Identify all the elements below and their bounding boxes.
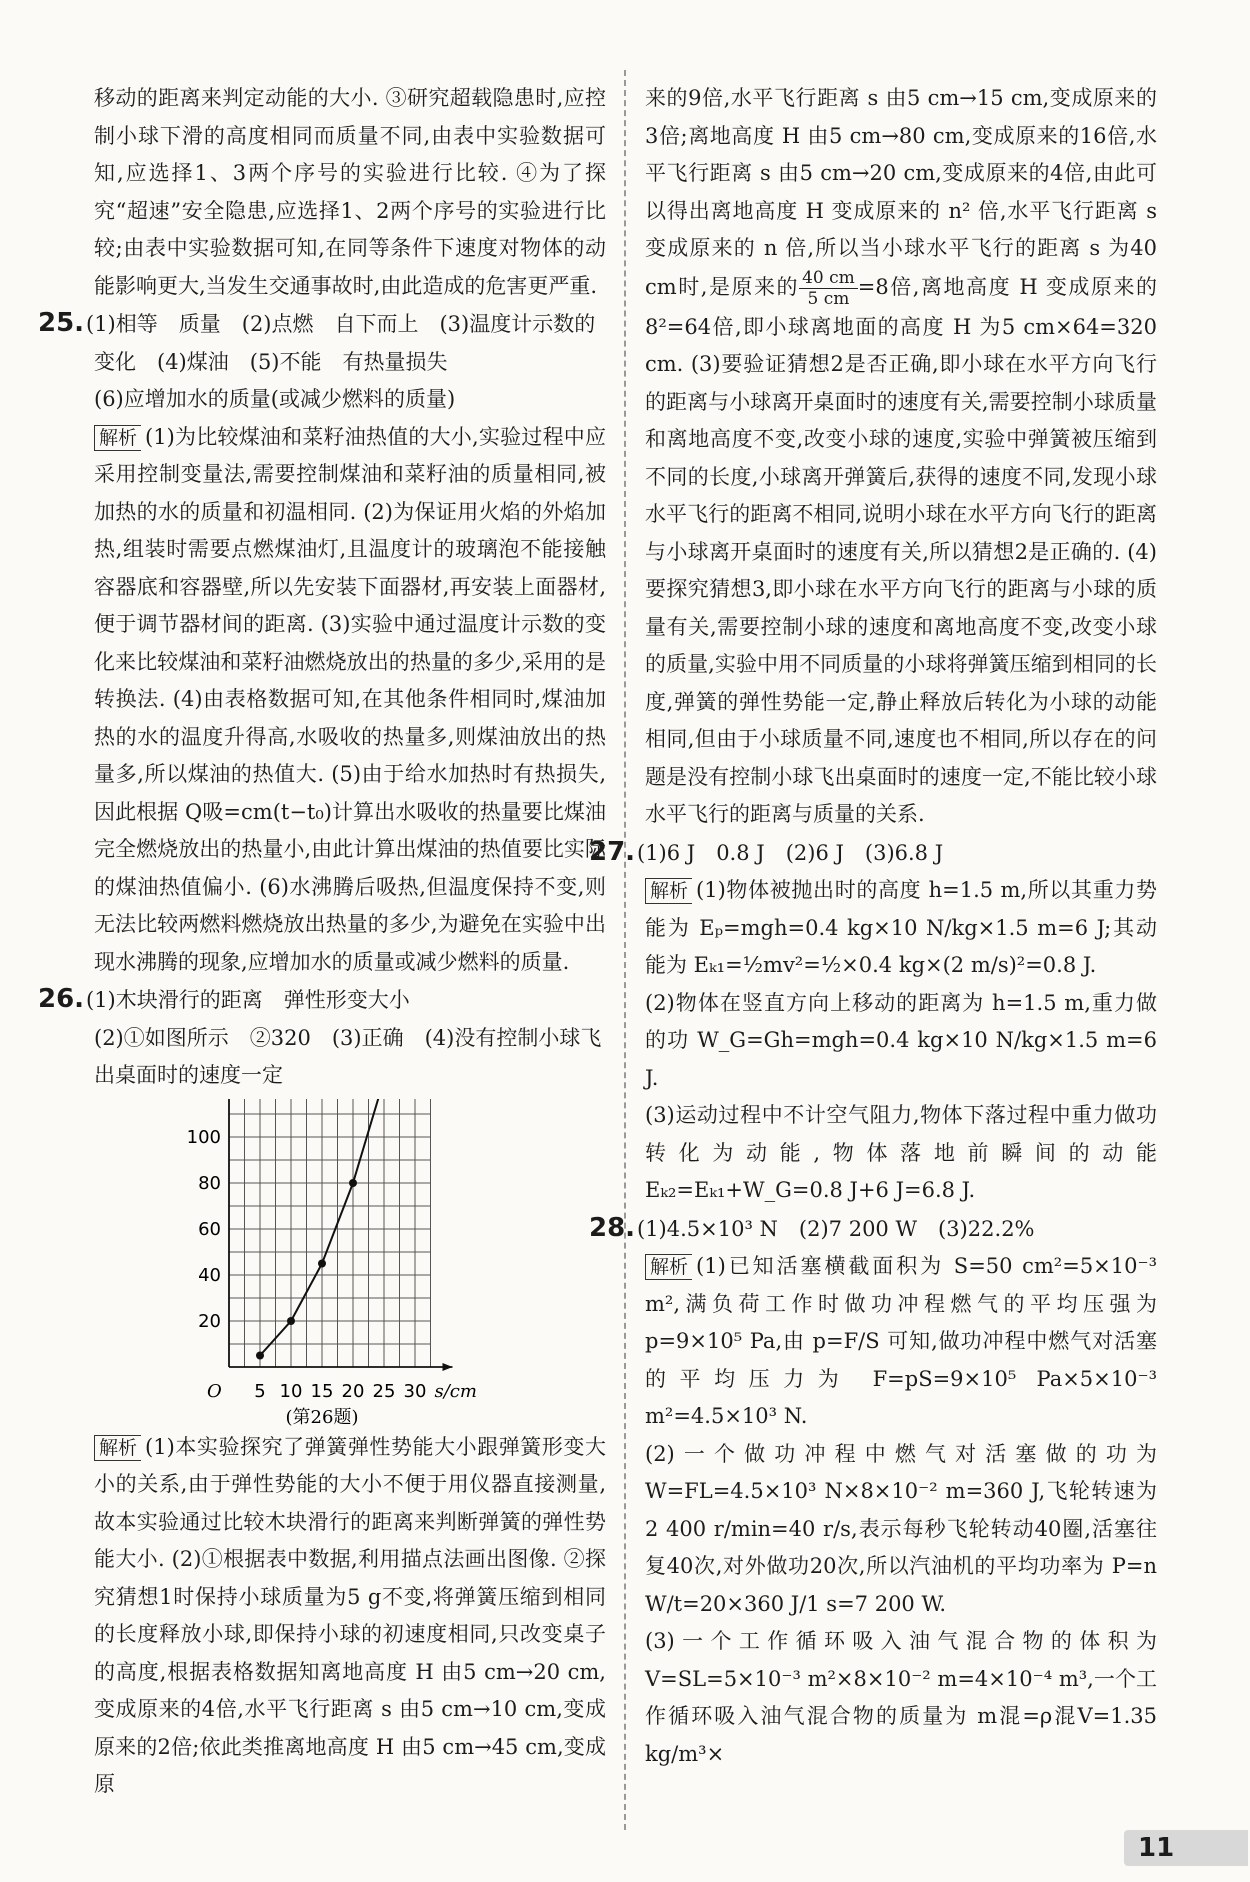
q25-number: 25. [38, 308, 85, 338]
y-tick-label: 100 [186, 1126, 221, 1148]
analysis-tag: 解析 [94, 1435, 141, 1461]
q27-analysis-3: (3)运动过程中不计空气阻力,物体下落过程中重力做功转化为动能,物体落地前瞬间的动能 Eₖ₂=Eₖ₁+W_G=0.8 J+6 J=6.8 J. [645, 1103, 1164, 1202]
x-tick-label: 10 [279, 1380, 303, 1402]
y-tick-label: 40 [198, 1264, 221, 1286]
q27-number: 27. [589, 836, 636, 867]
q25-answer-line1: (1)相等 质量 (2)点燃 自下而上 (3)温度计示数的变化 (4)煤油 (5)不能 有热量损失 [86, 312, 596, 374]
q28-answer-text: (1)4.5×10³ N (2)7 200 W (3)22.2% [637, 1216, 1035, 1241]
q26-answer-line2: (2)①如图所示 ②320 (3)正确 (4)没有控制小球飞出桌面时的速度一定 [94, 1025, 602, 1087]
q27-analysis-1: (1)物体被抛出时的高度 h=1.5 m,所以其重力势能为 Eₚ=mgh=0.4 kg×10 N/kg×1.5 m=6 J;其动能为 Eₖ₁=½mv²=½×0.4 kg×(2 m/s)²=0.8 J. [645, 878, 1157, 977]
q28-analysis-1: (1)已知活塞横截面积为 S=50 cm²=5×10⁻³ m²,满负荷工作时做功冲程燃气的平均压强为 p=9×10⁵ Pa,由 p=F/S 可知,做功冲程中燃气对活塞的平均压力为 F=pS=9×10⁵ Pa×5×10⁻³ m²=4.5×10³ N. [645, 1254, 1164, 1428]
x-tick-label: 25 [372, 1380, 396, 1402]
analysis-tag: 解析 [645, 878, 692, 904]
q26-cont-text-2: =8倍,离地高度 H 变成原来的 8²=64倍,即小球离地面的高度 H 为5 cm×64=320 cm. (3)要验证猜想2是否正确,即小球在水平方向飞行的距离与小球离开桌面时的速度有关,需要控制小球质量和离地高度不变,改变小球的速度,实验中弹簧被压缩到不同的长度,小球离开弹簧后,获得的速度不同,发现小球水平飞行的距离不相同,说明小球在水平方向飞行的距离与小球离开桌面时的速度有关,所以猜想2是正确的. (4)要探究猜想3,即小球在水平方向飞行的距离与小球的质量有关,需要控制小球的速度和离地高度不变,改变小球的质量,实验中用不同质量的小球将弹簧压缩到相同的长度,弹簧的弹性势能一定,静止释放后转化为小球的动能相同,但由于小球质量不同,速度也不相同,所以存在的问题是没有控制小球飞出桌面时的速度一定,不能比较小球水平飞行的距离与质量的关系. [645, 274, 1164, 826]
h-s-graph [94, 1099, 606, 1429]
q27-analysis-2: (2)物体在竖直方向上移动的距离为 h=1.5 m,重力做的功 W_G=Gh=mgh=0.4 kg×10 N/kg×1.5 m=6 J. [645, 990, 1164, 1090]
q26-analysis-continued [645, 80, 1164, 834]
data-point [287, 1317, 295, 1325]
data-point [256, 1351, 264, 1359]
y-tick-label: 60 [198, 1218, 221, 1240]
x-tick-label: 15 [310, 1380, 334, 1402]
right-column [589, 80, 1164, 1773]
x-axis-label: s/cm [434, 1380, 477, 1402]
q25-analysis-text: (1)为比较煤油和菜籽油热值的大小,实验过程中应采用控制变量法,需要控制煤油和菜籽油的质量相同,被加热的水的质量和初温相同. (2)为保证用火焰的外焰加热,组装时需要点燃煤油灯,且温度计的玻璃泡不能接触容器底和容器壁,所以先安装下面器材,再安装上面器材,便于调节器材间的距离. (3)实验中通过温度计示数的变化来比较煤油和菜籽油燃烧放出的热量的多少,采用的是转换法. (4)由表格数据可知,在其他条件相同时,煤油加热的水的温度升得高,水吸收的热量多,则煤油放出的热量多,所以煤油的热值大. (5)由于给水加热时有热损失,因此根据 Q吸=cm(t−t₀)计算出水吸收的热量要比煤油完全燃烧放出的热量小,由此计算出煤油的热值要比实际的煤油热值偏小. (6)水沸腾后吸热,但温度保持不变,则无法比较两燃料燃烧放出热量的多少,为避免在实验中出现水沸腾的现象,应增加水的质量或减少燃料的质量. [94, 424, 606, 974]
q25-analysis [94, 419, 606, 982]
q28-analysis-3: (3)一个工作循环吸入油气混合物的体积为 V=SL=5×10⁻³ m²×8×10⁻² m=4×10⁻⁴ m³,一个工作循环吸入油气混合物的质量为 m混=ρ混V=1.35 kg/m³× [645, 1629, 1164, 1766]
q26-answer-line1: (1)木块滑行的距离 弹性形变大小 [86, 988, 410, 1012]
q25-answer-line2: (6)应增加水的质量(或减少燃料的质量) [94, 387, 456, 411]
q28-analysis-2: (2)一个做功冲程中燃气对活塞做的功为 W=FL=4.5×10³ N×8×10⁻² m=360 J,飞轮转速为2 400 r/min=40 r/s,表示每秒飞轮转动40圈,活塞往复40次,对外做功20次,所以汽油机的平均功率为 P=n W/t=20×360 J/1 s=7 200 W. [645, 1441, 1164, 1616]
q28-answer [589, 1210, 1157, 1249]
fraction [799, 268, 858, 309]
x-tick-label: 30 [403, 1380, 427, 1402]
analysis-tag: 解析 [645, 1254, 692, 1280]
y-tick-label: 20 [198, 1310, 221, 1332]
y-tick-label: 80 [198, 1172, 221, 1194]
left-column [38, 80, 606, 1804]
page-number: 11 [1124, 1830, 1248, 1866]
q26-answer [38, 981, 606, 1020]
analysis-tag: 解析 [94, 425, 141, 451]
q26-chart [94, 1099, 606, 1429]
q26-analysis [94, 1429, 606, 1804]
q26-analysis-text: (1)本实验探究了弹簧弹性势能大小跟弹簧形变大小的关系,由于弹性势能的大小不便于用仪器直接测量,故本实验通过比较木块滑行的距离来判断弹簧的弹性势能大小. (2)①根据表中数据,利用描点法画出图像. ②探究猜想1时保持小球质量为5 g不变,将弹簧压缩到相同的长度释放小球,即保持小球的初速度相同,只改变桌子的高度,根据表格数据知离地高度 H 由5 cm→20 cm,变成原来的4倍,水平飞行距离 s 由5 cm→10 cm,变成原来的2倍;依此类推离地高度 H 由5 cm→45 cm,变成原 [94, 1434, 606, 1796]
x-axis-arrow [443, 1363, 453, 1371]
q27-answer [589, 834, 1157, 873]
y-tick-label [187, 1099, 221, 1102]
q26-number: 26. [38, 984, 85, 1014]
q27-analysis [645, 872, 1157, 985]
fraction-denominator: 5 cm [807, 288, 850, 309]
q28-number: 28. [589, 1212, 636, 1243]
origin-label: O [207, 1380, 222, 1402]
fraction-numerator: 40 cm [799, 268, 858, 289]
data-point [318, 1259, 326, 1267]
q25-answer [38, 305, 606, 381]
data-point [349, 1179, 357, 1187]
column-divider [624, 70, 626, 1830]
q27-answer-text: (1)6 J 0.8 J (2)6 J (3)6.8 J [637, 840, 944, 865]
x-tick-label: 20 [341, 1380, 365, 1402]
q26-cont-text: 来的9倍,水平飞行距离 s 由5 cm→15 cm,变成原来的3倍;离地高度 H 由5 cm→80 cm,变成原来的16倍,水平飞行距离 s 由5 cm→20 cm,变成原来的4倍,由此可以得出离地高度 H 变成原来的 n² 倍,水平飞行距离 s 变成原来的 n 倍,所以当小球水平飞行的距离 s 为40 cm时,是原来的 [645, 86, 1164, 299]
x-tick-label: 5 [254, 1380, 266, 1402]
intro-paragraph: 移动的距离来判定动能的大小. ③研究超载隐患时,应控制小球下滑的高度相同而质量不同,由表中实验数据可知,应选择1、3两个序号的实验进行比较. ④为了探究“超速”安全隐患,应选择1、2两个序号的实验进行比较;由表中实验数据可知,在同等条件下速度对物体的动能影响更大,当发生交通事故时,由此造成的危害更严重. [94, 86, 606, 298]
q28-analysis [645, 1248, 1164, 1436]
chart-caption: (第26题) [285, 1406, 359, 1428]
